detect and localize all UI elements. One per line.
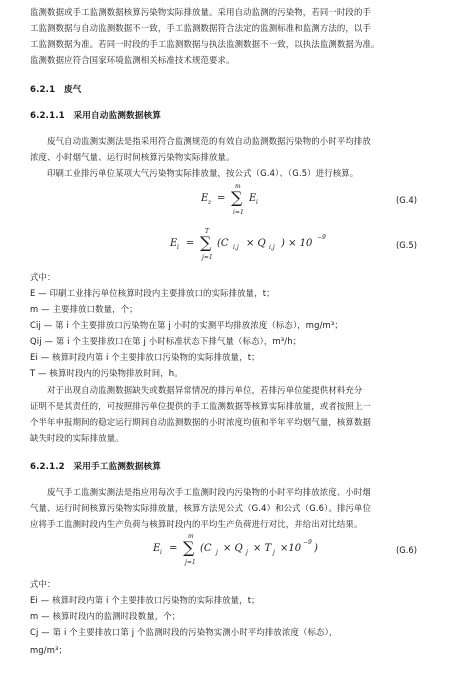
eq-exp: −9 — [303, 539, 312, 546]
sum-sign: ∑ — [200, 233, 212, 252]
sum-lower: j=1 — [185, 559, 196, 566]
eq-sub: i — [160, 549, 162, 556]
eq-lhs: E — [153, 543, 161, 554]
text-line: 工监测数据为准。若同一时段的手工监测数据与执法监测数据不一致，以执法监测数据为准。 — [30, 39, 380, 49]
eq-term: ×10 — [280, 543, 302, 554]
sum-lower: i=1 — [233, 209, 244, 216]
definition-line: m — 核算时段内的监测时段数量，个； — [30, 611, 181, 621]
definition-line: mg/m³； — [30, 645, 68, 655]
definition-line: Ei — 核算时段内第 i 个主要排放口污染物的实际排放量，t； — [30, 352, 260, 362]
paragraph-line: 浓度、小时烟气量、运行时间核算污染物实际排放量。 — [30, 152, 235, 162]
eq-lhs: E — [201, 193, 209, 204]
text-line: 监测数据或手工监测数据核算污染物实际排放量。采用自动监测的污染物，若同一时段的手 — [30, 7, 371, 17]
paragraph-line: 证明不是其责任的，可按照排污单位提供的手工监测数据等核算实际排放量，或者按照上一 — [30, 401, 371, 411]
definition-line: E — 印刷工业排污单位核算时段内主要排放口的实际排放量，t； — [30, 288, 275, 298]
eq-term: ) × 10 — [281, 238, 313, 249]
eq-term: × T — [253, 543, 272, 554]
where-label: 式中： — [30, 272, 56, 282]
text-line: 工监测数据与自动监测数据不一致，手工监测数据符合法定的监测标准和监测方法的，以手 — [30, 23, 371, 33]
sum-upper: m — [235, 183, 241, 190]
paragraph-line: 缺失时段的实际排放量。 — [30, 433, 124, 443]
paragraph-line: 个半年申报期间的稳定运行期间自动监测数据的小时浓度均值和半年平均烟气量，核算数据 — [30, 417, 371, 427]
definition-line: Cj — 第 i 个主要排放口第 j 个监测时段的污染物实测小时平均排放浓度（标态）， — [30, 627, 338, 637]
eq-term: ) — [314, 543, 318, 554]
eq-sub: j — [273, 549, 275, 556]
sum-upper: m — [188, 533, 194, 540]
sum-upper: T — [205, 228, 210, 235]
sum-sign: ∑ — [183, 538, 195, 557]
eq-sub: j — [216, 549, 218, 556]
subsection-heading: 6.2.1.2 采用手工监测数据核算 — [30, 462, 161, 472]
eq-sub: i,j — [233, 244, 239, 251]
paragraph-line: 印刷工业排污单位某项大气污染物实际排放量，按公式（G.4）、（G.5）进行核算。 — [47, 168, 359, 178]
eq-sub: i,j — [269, 244, 275, 251]
text-line: 监测数据应符合国家环境监测相关标准技术规范要求。 — [30, 55, 235, 65]
definition-line: T — 核算时段内的污染物排放时间，h。 — [30, 368, 183, 378]
eq-exp: −9 — [317, 234, 326, 241]
eq-sub: j — [246, 549, 248, 556]
equation-number: (G.5) — [396, 240, 418, 250]
eq-equals: = — [217, 193, 226, 204]
definition-line: Qij — 第 i 个主要排放口在第 j 小时标准状态下排气量（标态），m³/h； — [30, 336, 302, 346]
sum-sign: ∑ — [231, 188, 243, 207]
eq-term: × Q — [223, 543, 243, 554]
eq-equals: = — [169, 543, 178, 554]
sum-lower: j=1 — [202, 254, 213, 261]
paragraph-line: 应将手工监测时段内生产负荷与核算时段内的平均生产负荷进行对比，并给出对比结果。 — [30, 519, 363, 529]
eq-term: (C — [217, 238, 229, 249]
eq-term: × Q — [246, 238, 266, 249]
section-heading: 6.2.1 废气 — [30, 85, 82, 95]
equation-number: (G.6) — [396, 545, 418, 555]
equation-number: (G.4) — [396, 195, 418, 205]
definition-line: Cij — 第 i 个主要排放口污染物在第 j 小时的实测平均排放浓度（标态），mg/m³； — [30, 320, 343, 330]
eq-equals: = — [186, 238, 195, 249]
paragraph-line: 对于出现自动监测数据缺失或数据异常情况的排污单位，若排污单位能提供材料充分 — [47, 385, 363, 395]
subsection-heading: 6.2.1.1 采用自动监测数据核算 — [30, 111, 161, 121]
eq-sub: i — [177, 244, 179, 251]
eq-rhs: E — [249, 193, 257, 204]
paragraph-line: 气量、运行时间核算污染物实际排放量，核算方法见公式（G.4）和公式（G.6）。排污单位 — [30, 503, 372, 513]
eq-lhs: E — [170, 238, 178, 249]
definition-line: Ei — 核算时段内第 i 个主要排放口污染物的实际排放量，t； — [30, 595, 260, 605]
where-label: 式中： — [30, 579, 56, 589]
eq-sub: z — [208, 199, 212, 206]
eq-term: (C — [200, 543, 212, 554]
eq-sub: i — [256, 199, 258, 206]
paragraph-line: 废气自动监测实测法是指采用符合监测规范的有效自动监测数据污染物的小时平均排放 — [47, 136, 371, 146]
definition-line: m — 主要排放口数量，个； — [30, 304, 138, 314]
paragraph-line: 废气手工监测实测法是指应用每次手工监测时段内污染物的小时平均排放浓度、小时烟 — [47, 487, 371, 497]
